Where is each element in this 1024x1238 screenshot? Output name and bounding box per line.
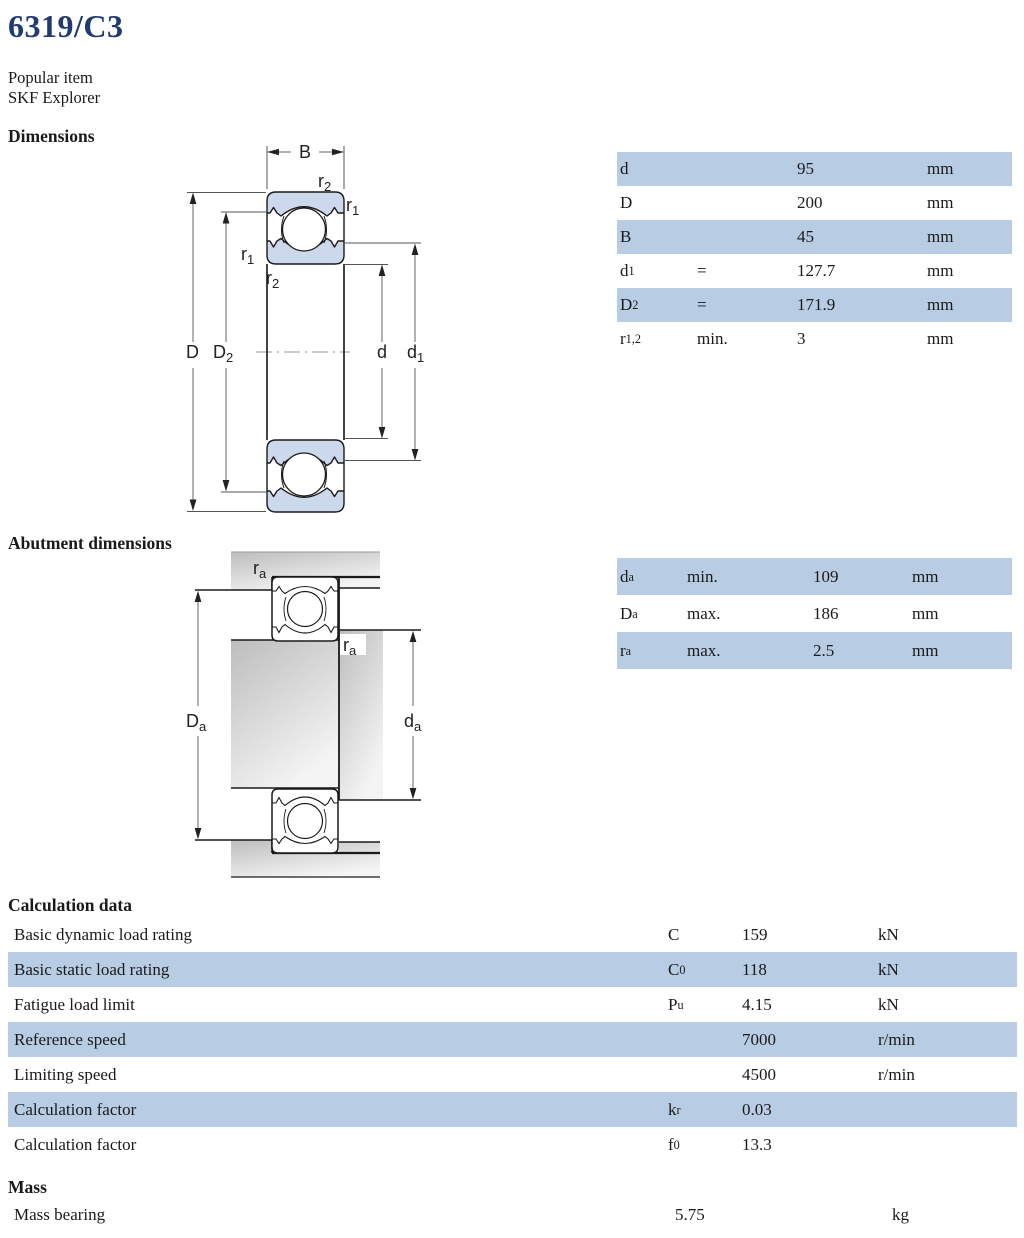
label-d: d	[377, 342, 388, 362]
label-D2: $D_2$	[213, 342, 234, 365]
label-ra-right: $r_a$	[343, 635, 357, 658]
table-row: B 45 mm	[617, 220, 1012, 254]
table-row: Fatigue load limit P u 4.15 kN	[14, 994, 899, 1014]
label-r1-left: $r_1$	[241, 244, 255, 267]
bearing-cross-section-drawing	[180, 140, 430, 520]
abutment-table	[617, 558, 1012, 669]
badge-skf-explorer: SKF Explorer	[8, 88, 101, 107]
dimensions-table	[617, 152, 1012, 356]
table-row: r 1,2 min. 3 mm	[620, 329, 954, 348]
table-row: D a max. 186 mm	[620, 603, 939, 623]
label-r2-top: $r_2$	[318, 171, 332, 194]
section-heading-dimensions: Dimensions	[8, 126, 95, 146]
label-D: D	[186, 342, 199, 362]
section-heading-mass: Mass	[8, 1177, 47, 1197]
section-heading-calculation: Calculation data	[8, 895, 132, 915]
table-row: Basic static load rating C 0 118 kN	[8, 952, 1017, 987]
label-da: $d_a$	[404, 711, 422, 734]
table-row: Calculation factor k r 0.03	[8, 1092, 1017, 1127]
shaft	[231, 640, 339, 788]
table-row: Reference speed 7000 r/min	[8, 1022, 1017, 1057]
label-d1: $d_1$	[407, 342, 425, 365]
page-title: 6319/C3	[8, 8, 124, 44]
table-row: Basic dynamic load rating C 159 kN	[14, 924, 899, 944]
table-row: Limiting speed 4500 r/min	[14, 1064, 915, 1084]
label-r1-right: $r_1$	[346, 195, 360, 218]
table-row: d a min. 109 mm	[617, 558, 1012, 595]
label-ra-top: $r_a$	[253, 558, 267, 581]
section-heading-abutment: Abutment dimensions	[8, 533, 172, 553]
table-row: r a max. 2.5 mm	[617, 632, 1012, 669]
table-row: d 1 = 127.7 mm	[620, 261, 954, 280]
label-r2-bottom: $r_2$	[266, 268, 280, 291]
table-row: D 200 mm	[620, 193, 954, 212]
table-row: d 95 mm	[617, 152, 1012, 186]
calculation-table	[8, 917, 1017, 1162]
badge-popular-item: Popular item	[8, 68, 93, 87]
table-row: Calculation factor f 0 13.3	[14, 1134, 772, 1154]
mass-table	[8, 1199, 1017, 1231]
table-row: D 2 = 171.9 mm	[617, 288, 1012, 322]
label-Da: $D_a$	[186, 711, 207, 734]
abutment-drawing	[185, 550, 430, 880]
shaft-shoulder	[339, 630, 383, 800]
label-B: B	[299, 142, 312, 162]
table-row: Mass bearing 5.75 kg	[14, 1205, 909, 1224]
